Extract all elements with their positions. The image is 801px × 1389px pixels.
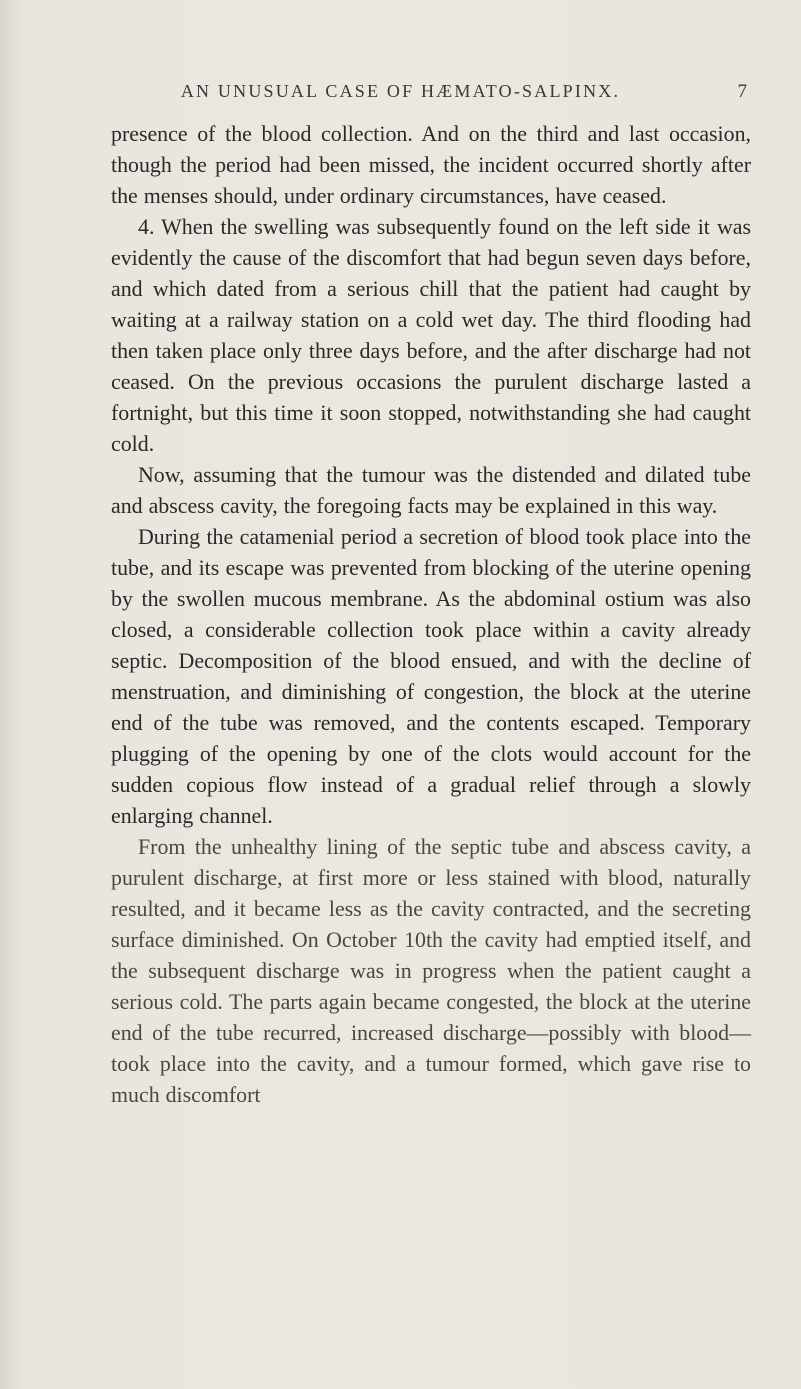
running-head: AN UNUSUAL CASE OF HÆMATO-SALPINX.	[180, 81, 621, 101]
paragraph-catamenial: During the catamenial period a secretion of blood took place into the tube, and its escape was prevented from blocking of the uterine opening by the swollen mucous membrane. As the abdominal ostium was also closed, a considerable collection took place within a cavity already septic. Decomposition of the blood ensued, and with the decline of menstruation, and diminishing of congestion, the block at the uterine end of the tube was removed, and the contents escaped. Temporary plugging of the opening by one of the clots would account for the sudden copious flow instead of a gradual relief through a slowly enlarging channel.	[111, 524, 751, 828]
paragraph-4-swelling: 4. When the swelling was subsequently found on the left side it was evidently the cause of the discomfort that had begun seven days before, and which dated from a serious chill that the patient had caught by waiting at a railway station on a cold wet day. The third flooding had then taken place only three days before, and the after discharge had not ceased. On the previous occasions the purulent discharge lasted a fortnight, but this time it soon stopped, notwithstanding she had caught cold.	[111, 214, 751, 456]
page-header	[0, 81, 801, 105]
paragraph-assumption: Now, assuming that the tumour was the distended and dilated tube and abscess cavity, the foregoing facts may be explained in this way.	[111, 462, 751, 518]
paragraph-continued: presence of the blood collection. And on the third and last occasion, though the period had been missed, the incident occurred shortly after the menses should, under ordinary circumstances, have ceased.	[111, 121, 751, 208]
paragraph-unhealthy-lining: From the unhealthy lining of the septic tube and abscess cavity, a purulent discharge, at first more or less stained with blood, naturally resulted, and it became less as the cavity contracted, and the secreting surface diminished. On October 10th the cavity had emptied itself, and the subsequent discharge was in progress when the patient caught a serious cold. The parts again became congested, the block at the uterine end of the tube recurred, increased discharge—possibly with blood—took place into the cavity, and a tumour formed, which gave rise to much discomfort	[111, 834, 751, 1107]
body-text	[111, 118, 751, 1110]
page-number: 7	[737, 81, 747, 102]
